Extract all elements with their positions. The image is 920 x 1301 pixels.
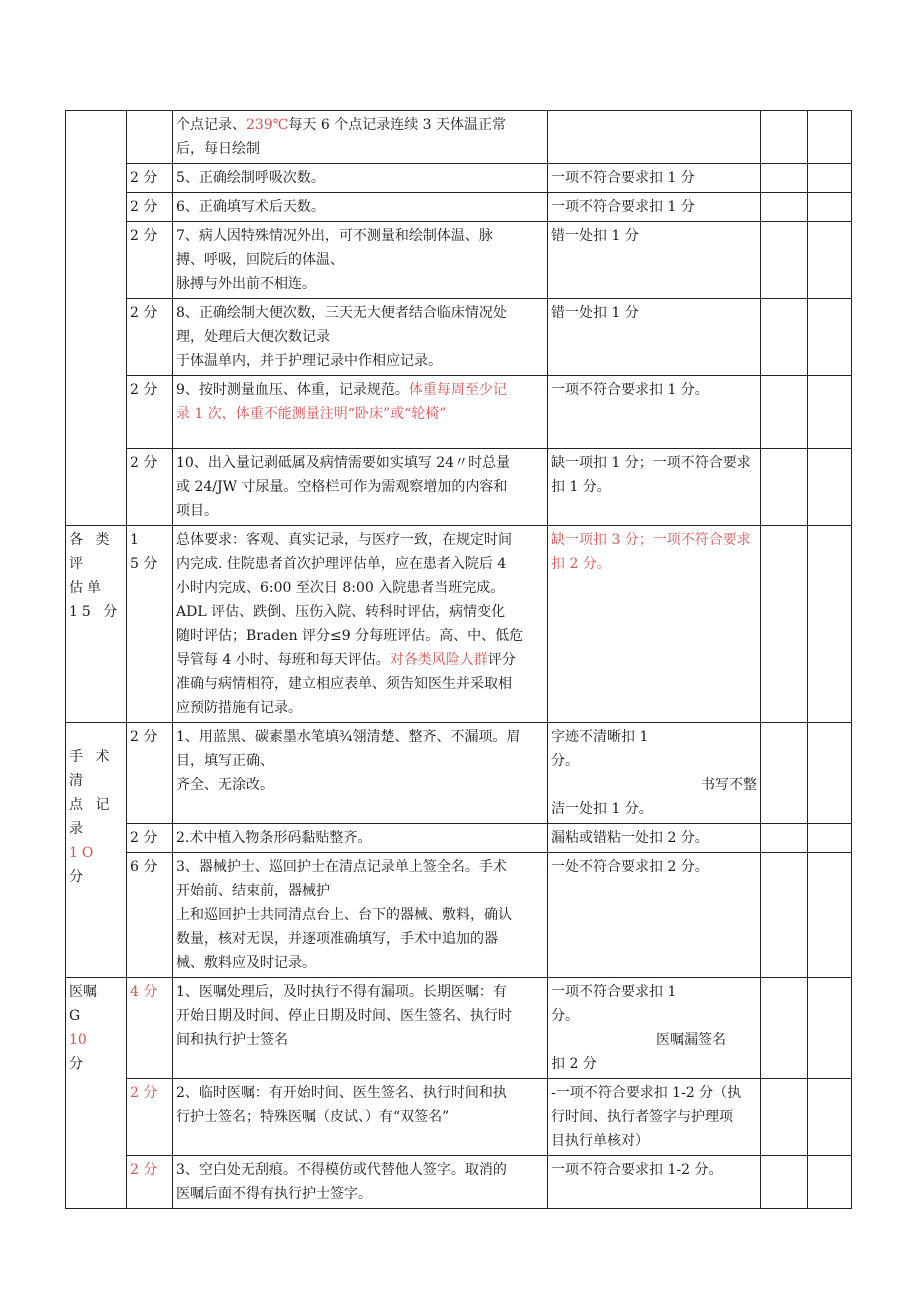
table-row xyxy=(66,723,852,824)
blank-cell xyxy=(761,824,808,853)
table-row xyxy=(66,978,852,1079)
table-row xyxy=(66,111,852,164)
section-cell-assessment: 各 类 评 估单 15 分 xyxy=(66,526,127,723)
table-row xyxy=(66,449,852,526)
criteria-cell: 7、病人因特殊情况外出，可不测量和绘制体温、脉 搏、呼吸，回院后的体温、 脉搏与外出前不相连。 xyxy=(173,222,548,299)
deduction-cell: 错一处扣 1 分 xyxy=(548,299,761,376)
highlight-text: 10 xyxy=(69,1032,87,1048)
criteria-cell: 3、器械护士、巡回护士在清点记录单上签全名。手术 开始前、结束前，器械护 上和巡回护士共同清点台上、台下的器械、敷料，确认 数量，核对无误，并逐项准确填写，手术中追加的器 械、敷料应及时记录。 xyxy=(173,853,548,978)
table-row xyxy=(66,1156,852,1209)
blank-cell xyxy=(761,164,808,193)
blank-cell xyxy=(808,723,852,824)
blank-cell xyxy=(808,526,852,723)
blank-cell xyxy=(808,193,852,222)
blank-cell xyxy=(808,164,852,193)
section-cell-orders: 医嘱 G 10 分 xyxy=(66,978,127,1209)
table-row xyxy=(66,853,852,978)
highlight-text: 1O xyxy=(69,845,98,861)
blank-cell xyxy=(761,376,808,449)
blank-cell xyxy=(808,111,852,164)
deduction-cell: 缺一项扣 3 分；一项不符合要求 扣 2 分。 xyxy=(548,526,761,723)
blank-cell xyxy=(808,299,852,376)
blank-cell xyxy=(761,299,808,376)
highlight-text: 239℃ xyxy=(246,117,289,133)
blank-cell xyxy=(808,824,852,853)
blank-cell xyxy=(761,1079,808,1156)
table-row xyxy=(66,222,852,299)
score-cell: 2 分 xyxy=(127,723,173,824)
deduction-cell: 一项不符合要求扣 1 分。 医嘱漏签名 扣 2 分 xyxy=(548,978,761,1079)
deduction-cell: 错一处扣 1 分 xyxy=(548,222,761,299)
blank-cell xyxy=(808,978,852,1079)
deduction-cell: 一处不符合要求扣 2 分。 xyxy=(548,853,761,978)
score-cell: 2 分 xyxy=(127,1156,173,1209)
table-row xyxy=(66,824,852,853)
deduction-cell: -一项不符合要求扣 1-2 分（执 行时间、执行者签字与护理项 目执行单核对） xyxy=(548,1079,761,1156)
table-row xyxy=(66,299,852,376)
nursing-record-scoring-table xyxy=(65,110,852,1209)
criteria-cell: 3、空白处无刮痕。不得模仿或代替他人签字。取消的 医嘱后面不得有执行护士签字。 xyxy=(173,1156,548,1209)
section-cell-surgery: 手 术 清 点 记 录 1O 分 xyxy=(66,723,127,978)
score-cell: 6 分 xyxy=(127,853,173,978)
highlight-text: 对各类风险人群 xyxy=(389,652,488,668)
blank-cell xyxy=(761,222,808,299)
score-cell: 2 分 xyxy=(127,1079,173,1156)
blank-cell xyxy=(761,723,808,824)
score-cell: 2 分 xyxy=(127,449,173,526)
table-row xyxy=(66,376,852,449)
blank-cell xyxy=(761,526,808,723)
criteria-cell: 10、出入量记剥砥属及病情需要如实填写 24〃时总量 或 24/JW 寸尿量。空格栏可作为需观察增加的内容和 项目。 xyxy=(173,449,548,526)
criteria-cell: 9、按时测量血压、体重，记录规范。体重每周至少记 录 1 次，体重不能测量注明“卧床”或“轮椅” xyxy=(173,376,548,449)
blank-cell xyxy=(761,1156,808,1209)
score-cell xyxy=(127,111,173,164)
blank-cell xyxy=(808,853,852,978)
table-row xyxy=(66,164,852,193)
score-cell: 2 分 xyxy=(127,376,173,449)
criteria-cell: 5、正确绘制呼吸次数。 xyxy=(173,164,548,193)
score-cell: 4 分 xyxy=(127,978,173,1079)
deduction-cell: 字迹不清晰扣 1 分。 书写不整 洁一处扣 1 分。 xyxy=(548,723,761,824)
deduction-cell: 一项不符合要求扣 1 分。 xyxy=(548,376,761,449)
score-cell: 2 分 xyxy=(127,193,173,222)
table-row xyxy=(66,1079,852,1156)
blank-cell xyxy=(761,978,808,1079)
deduction-cell: 一项不符合要求扣 1 分 xyxy=(548,164,761,193)
score-cell: 1 5 分 xyxy=(127,526,173,723)
blank-cell xyxy=(761,193,808,222)
criteria-cell: 8、正确绘制大便次数，三天无大便者结合临床情况处 理，处理后大便次数记录 于体温单内，并于护理记录中作相应记录。 xyxy=(173,299,548,376)
blank-cell xyxy=(761,853,808,978)
criteria-cell: 2、临时医嘱：有开始时间、医生签名、执行时间和执 行护士签名；特殊医嘱（皮试、）有“双签名” xyxy=(173,1079,548,1156)
deduction-cell xyxy=(548,111,761,164)
criteria-cell: 6、正确填写术后天数。 xyxy=(173,193,548,222)
criteria-cell: 1、用蓝黑、碳素墨水笔填¾翎清楚、整齐、不漏项。眉 目，填写正确、 齐全、无涂改。 xyxy=(173,723,548,824)
blank-cell xyxy=(808,1079,852,1156)
deduction-cell: 缺一项扣 1 分；一项不符合要求 扣 1 分。 xyxy=(548,449,761,526)
blank-cell xyxy=(808,1156,852,1209)
criteria-cell: 1、医嘱处理后，及时执行不得有漏项。长期医嘱：有 开始日期及时间、停止日期及时间、医生签名、执行时 间和执行护士签名 xyxy=(173,978,548,1079)
criteria-cell: 总体要求：客观、真实记录，与医疗一致，在规定时间 内完成. 住院患者首次护理评估单，应在患者入院后 4 小时内完成、6:00 至次日 8:00 入院患者当班完成。 ADL 评估、跌倒、压伤入院、转科时评估，病情变化 随时评估；Braden 评分≤9 分每班评估。高、中、低危 导管每 4 小时、每班和每天评估。对各类风险人群评分 准确与病情相符，建立相应表单、须告知医生并采取相 应预防措施有记录。 xyxy=(173,526,548,723)
score-cell: 2 分 xyxy=(127,164,173,193)
score-cell: 2 分 xyxy=(127,299,173,376)
deduction-cell: 漏粘或错粘一处扣 2 分。 xyxy=(548,824,761,853)
score-cell: 2 分 xyxy=(127,222,173,299)
table-row xyxy=(66,526,852,723)
section-cell-temperature xyxy=(66,111,127,526)
blank-cell xyxy=(808,376,852,449)
criteria-cell: 个点记录、239℃每天 6 个点记录连续 3 天体温正常 后，每日绘制 xyxy=(173,111,548,164)
blank-cell xyxy=(808,222,852,299)
criteria-cell: 2.术中植入物条形码黏贴整齐。 xyxy=(173,824,548,853)
blank-cell xyxy=(761,449,808,526)
table-row xyxy=(66,193,852,222)
highlight-text: 体重每周至少记 录 1 次，体重不能测量注明“卧床”或“轮椅” xyxy=(176,382,507,422)
deduction-cell: 一项不符合要求扣 1 分 xyxy=(548,193,761,222)
score-cell: 2 分 xyxy=(127,824,173,853)
deduction-cell: 一项不符合要求扣 1-2 分。 xyxy=(548,1156,761,1209)
blank-cell xyxy=(808,449,852,526)
blank-cell xyxy=(761,111,808,164)
